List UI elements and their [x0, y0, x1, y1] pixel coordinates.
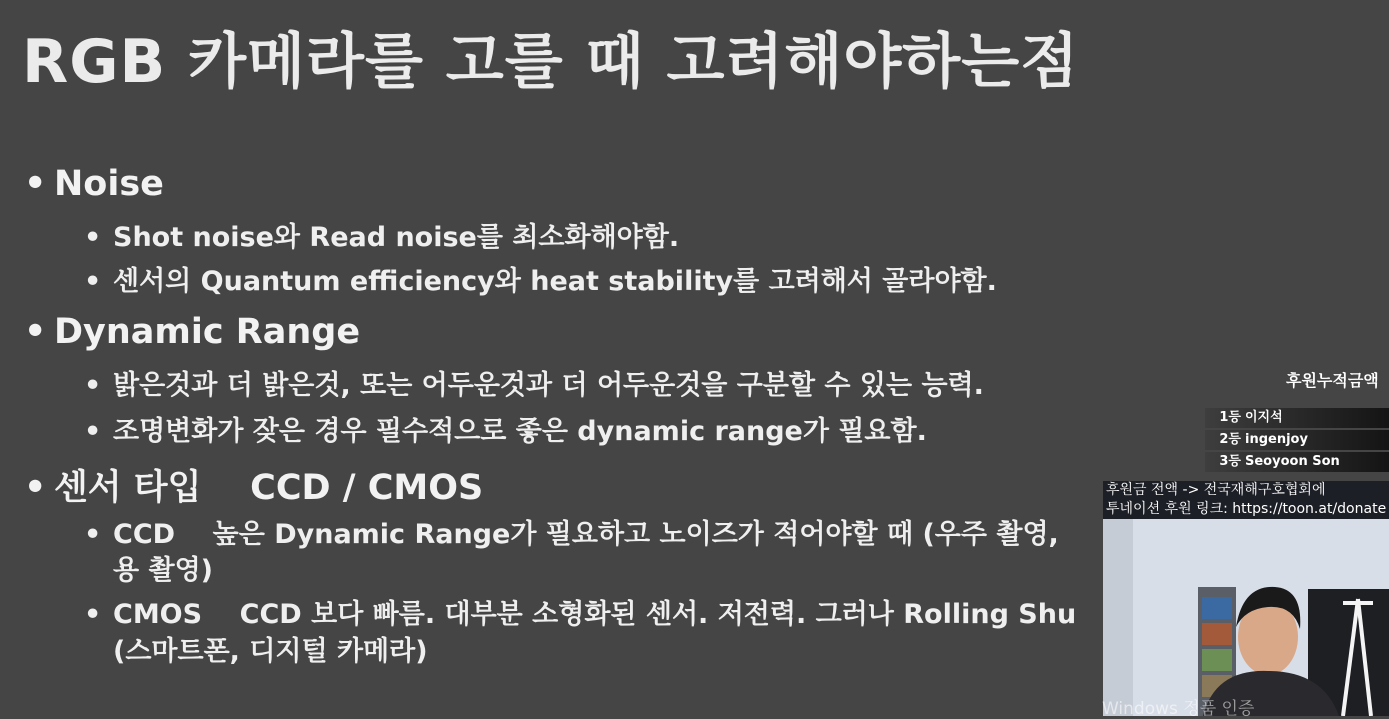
sub-bullet-ccd: • CCD 높은 Dynamic Range가 필요하고 노이즈가 적어야할 때 (우주 촬영, [84, 519, 1059, 550]
bullet-noise [24, 164, 164, 204]
bullet-dot: • [24, 164, 47, 204]
sub-bullet-cmos: • CMOS CCD 보다 빠름. 대부분 소형화된 센서. 저전력. 그러나 Rolling Shu [84, 599, 1077, 630]
bullet-dynamic-range: • Dynamic Range [24, 312, 361, 352]
donor-row [1205, 452, 1389, 472]
sub-bullet-text: Shot noise와 Read noise를 최소화해야함. [113, 222, 680, 253]
banner-line: 후원금 전액 -> 전국재해구호협회에 [1106, 482, 1326, 498]
sub-bullet-continuation: 용 촬영) [113, 555, 213, 586]
sub-bullet: • 밝은것과 더 밝은것, 또는 어두운것과 더 어두운것을 구분할 수 있는 능력. [84, 370, 984, 401]
slide-title: RGB 카메라를 고를 때 고려해야하는점 [22, 27, 1080, 97]
donor-row [1205, 430, 1389, 450]
donor-row [1205, 408, 1389, 428]
donor-rank: 2등 [1219, 432, 1241, 447]
donor-rank: 1등 [1219, 410, 1241, 425]
sub-bullet: • 조명변화가 잦은 경우 필수적으로 좋은 dynamic range가 필요함. [84, 416, 927, 447]
bullet-sensor-type: • 센서 타입 CCD / CMOS [24, 468, 484, 508]
sub-bullet-text: 센서의 Quantum efficiency와 heat stability를 고려해서 골라야함. [113, 266, 997, 297]
sub-bullet-text: CMOS CCD 보다 빠름. 대부분 소형화된 센서. 저전력. 그러나 Rolling Shu [113, 599, 1077, 630]
donor-rank: 3등 [1219, 454, 1241, 469]
donation-banner [1103, 481, 1389, 519]
bullet-heading: Dynamic Range [54, 312, 361, 352]
bullet-heading: Noise [54, 164, 164, 204]
sub-bullet: • 센서의 Quantum efficiency와 heat stability를 고려해서 골라야함. [84, 266, 997, 297]
donor-name: 이지석 [1245, 410, 1283, 425]
sub-bullet-text: CCD 높은 Dynamic Range가 필요하고 노이즈가 적어야할 때 (우주 촬영, [113, 519, 1059, 550]
sub-bullet-text: 밝은것과 더 밝은것, 또는 어두운것과 더 어두운것을 구분할 수 있는 능력. [113, 370, 984, 401]
donor-name: Seoyoon Son [1245, 454, 1340, 469]
sub-bullet-text: 조명변화가 잦은 경우 필수적으로 좋은 dynamic range가 필요함. [113, 416, 927, 447]
bullet-heading: 센서 타입 CCD / CMOS [54, 468, 484, 508]
windows-activation-watermark: Windows 정품 인증 [1102, 699, 1255, 719]
donation-title: 후원누적금액 [1286, 371, 1379, 390]
sub-bullet-continuation: (스마트폰, 디지털 카메라) [113, 636, 428, 667]
banner-link[interactable]: 투네이션 후원 링크: https://toon.at/donate [1106, 501, 1387, 517]
donor-name: ingenjoy [1245, 432, 1308, 447]
sub-bullet: • Shot noise와 Read noise를 최소화해야함. [84, 222, 680, 253]
webcam-feed [1103, 519, 1389, 716]
webcam-illustration [1103, 519, 1389, 716]
